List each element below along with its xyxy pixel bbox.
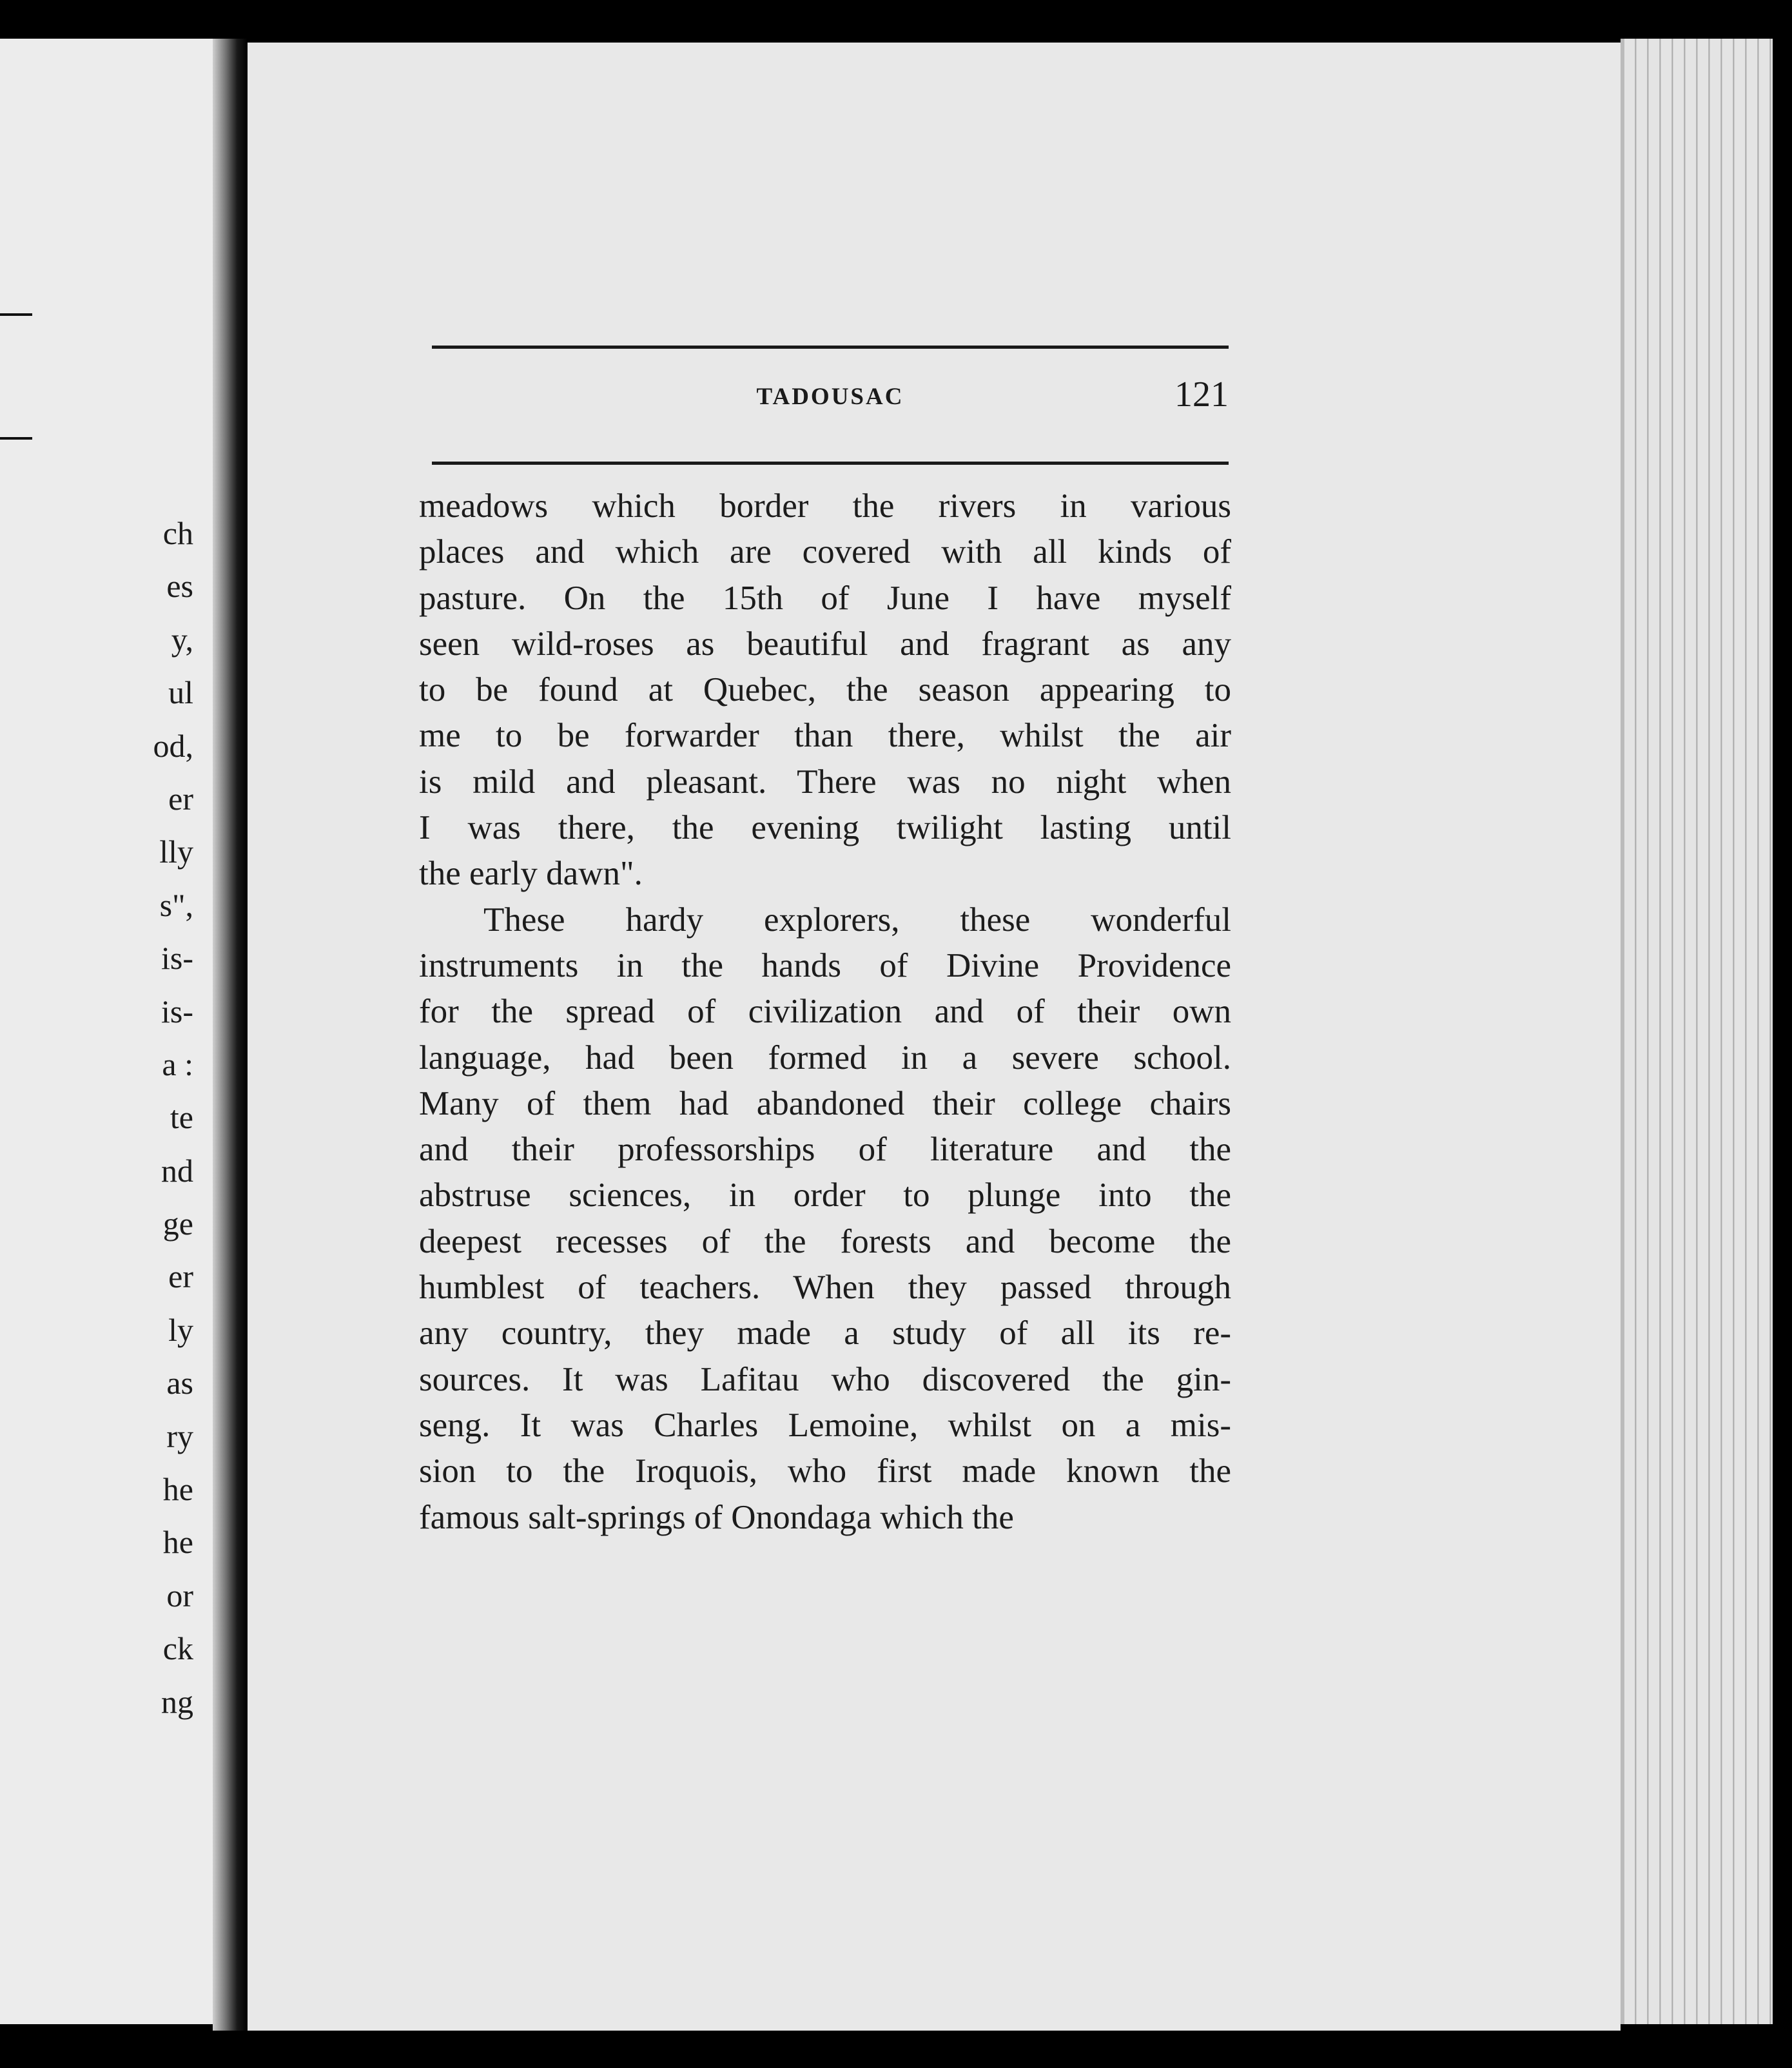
page-number: 121: [1174, 375, 1229, 415]
left-page-fragment: he: [162, 1524, 193, 1561]
text-line: is mild and pleasant. There was no night when: [419, 763, 1231, 801]
text-line: places and which are covered with all kinds of: [419, 533, 1231, 571]
paragraph-1: [419, 483, 1231, 897]
left-page-fragment: as: [166, 1365, 193, 1401]
left-page-fragment: he: [162, 1471, 193, 1508]
left-page-fragment: y,: [171, 621, 193, 658]
body-text: [419, 483, 1231, 1541]
text-line: deepest recesses of the forests and become the: [419, 1222, 1231, 1260]
text-line: seng. It was Charles Lemoine, whilst on a mis-: [419, 1406, 1231, 1444]
left-page-fragment: od,: [153, 727, 193, 764]
left-page-fragment: or: [166, 1577, 193, 1614]
text-line: abstruse sciences, in order to plunge into the: [419, 1176, 1231, 1214]
text-line: the early dawn".: [419, 855, 643, 893]
running-head: [432, 374, 1229, 419]
text-line: humblest of teachers. When they passed through: [419, 1269, 1231, 1307]
page-block-edges: [1621, 39, 1773, 2024]
left-page-fragment: is-: [161, 940, 193, 977]
left-page-fragment: ng: [161, 1683, 193, 1720]
text-line: sources. It was Lafitau who discovered the gin-: [419, 1360, 1231, 1398]
left-page-rule-top: [0, 313, 32, 316]
text-line: I was there, the evening twilight lasting until: [419, 809, 1231, 847]
text-line: Many of them had abandoned their college chairs: [419, 1084, 1231, 1122]
text-line: sion to the Iroquois, who first made known the: [419, 1452, 1231, 1490]
left-page-fragment: ck: [162, 1630, 193, 1667]
text-line: seen wild-roses as beautiful and fragrant as any: [419, 625, 1231, 663]
header-rule-top: [432, 346, 1229, 349]
running-title: TADOUSAC: [756, 384, 904, 410]
text-line: pasture. On the 15th of June I have myself: [419, 579, 1231, 617]
left-page-fragment: lly: [159, 834, 193, 870]
left-page-fragment: is-: [161, 993, 193, 1029]
left-page-fragment: nd: [161, 1152, 193, 1189]
left-page-fragment: er: [168, 1258, 193, 1295]
book-gutter: [213, 39, 248, 2031]
text-line: any country, they made a study of all its re-: [419, 1314, 1231, 1352]
left-page-fragment: ry: [166, 1418, 193, 1454]
text-line: language, had been formed in a severe school.: [419, 1039, 1231, 1077]
text-line: instruments in the hands of Divine Providence: [419, 946, 1231, 984]
left-page-fragment: a :: [162, 1046, 193, 1082]
text-line: to be found at Quebec, the season appearing to: [419, 671, 1231, 709]
facing-page-left: [0, 39, 213, 2024]
text-line: These hardy explorers, these wonderful: [483, 901, 1231, 939]
left-page-fragment: te: [170, 1099, 193, 1136]
left-page-fragment: ge: [162, 1205, 193, 1242]
left-page-text-fragments: [0, 507, 213, 1728]
left-page-rule-bottom: [0, 437, 32, 440]
left-page-fragment: s",: [159, 886, 193, 923]
left-page-fragment: er: [168, 780, 193, 817]
text-line: and their professorships of literature and the: [419, 1131, 1231, 1169]
text-line: famous salt-springs of Onondaga which the: [419, 1498, 1014, 1536]
text-line: meadows which border the rivers in various: [419, 487, 1231, 525]
left-page-fragment: ul: [168, 674, 193, 711]
left-page-fragment: es: [166, 568, 193, 605]
left-page-fragment: ly: [168, 1311, 193, 1348]
paragraph-2: [419, 897, 1231, 1541]
header-rule-bottom: [432, 462, 1229, 465]
left-page-fragment: ch: [162, 515, 193, 551]
text-line: for the spread of civilization and of their own: [419, 993, 1231, 1031]
text-line: me to be forwarder than there, whilst the air: [419, 717, 1231, 755]
